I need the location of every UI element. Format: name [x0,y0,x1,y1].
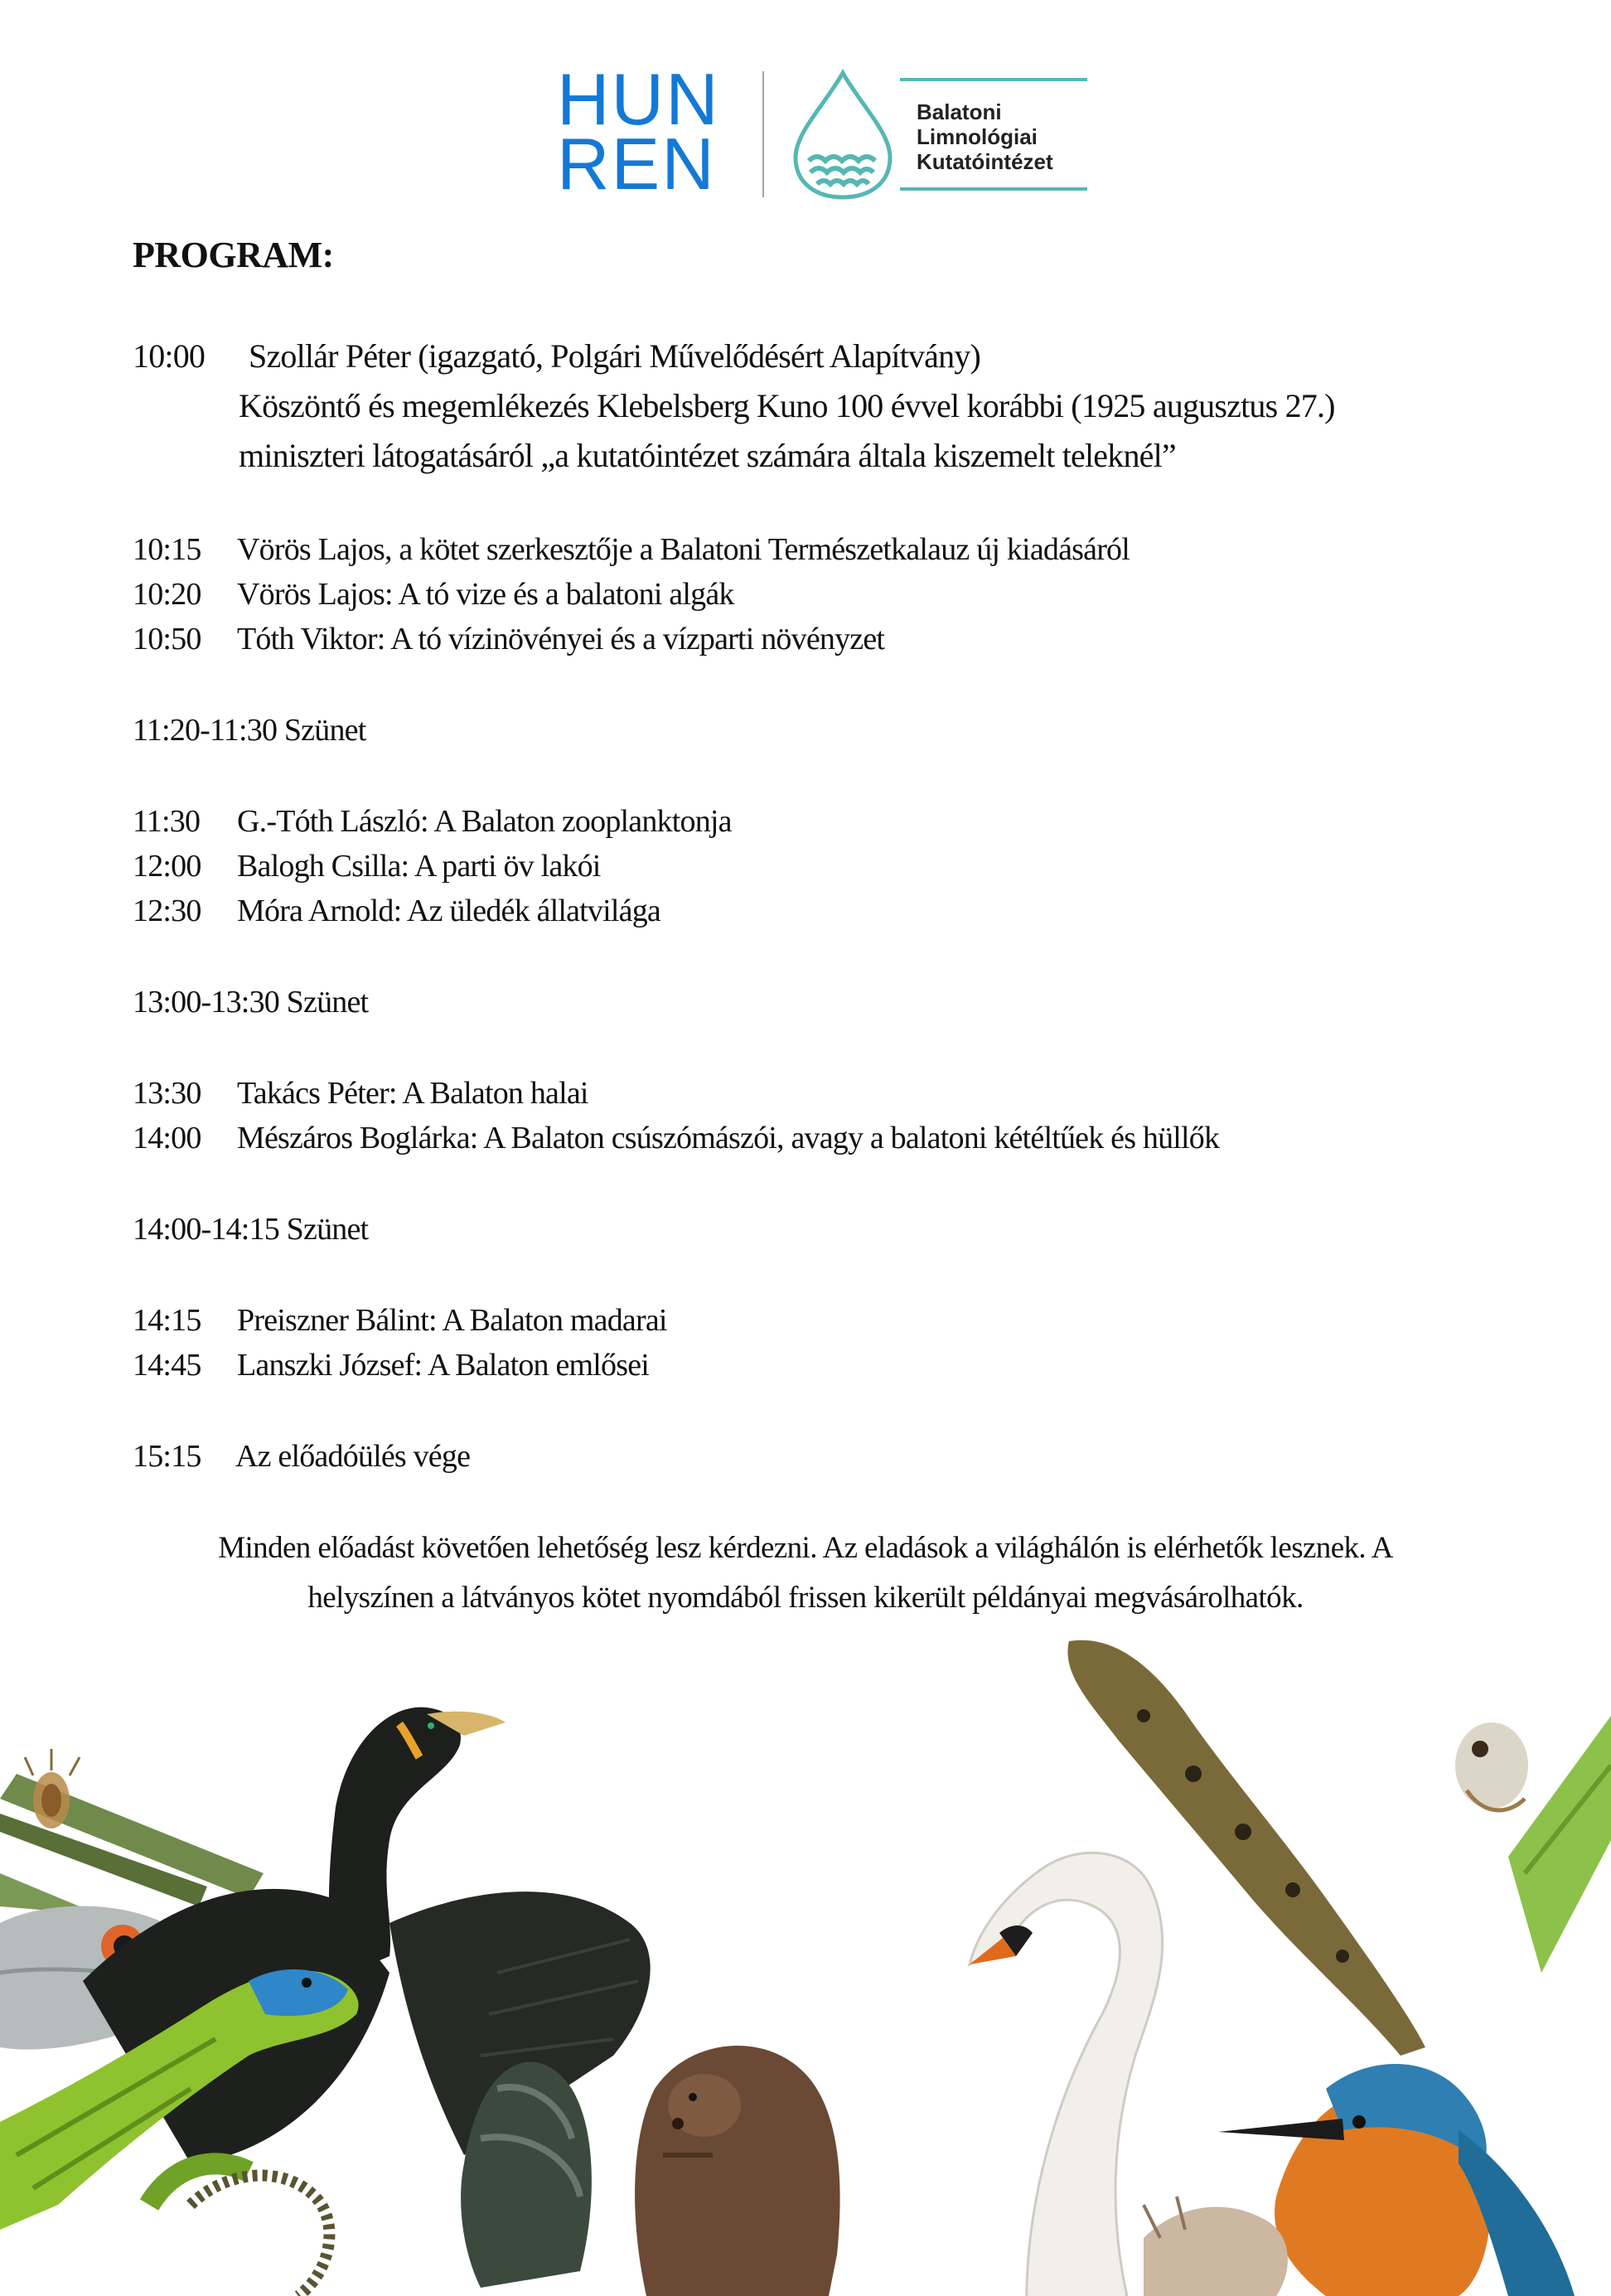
break-entry: 14:00-14:15 Szünet [133,1212,369,1247]
beaver [635,2046,840,2296]
closing-note-line-1: Minden előadást követően lehetőség lesz kérdezni. Az eladások a világhálón is elérhetők lesznek. A [218,1531,1393,1565]
schedule-entry [133,572,1541,617]
entry-text: Balogh Csilla: A parti öv lakói [237,849,601,884]
entry-time: 14:45 [133,1348,201,1383]
entry-text: Vörös Lajos: A tó vize és a balatoni algák [237,577,734,612]
shell-chain [191,2176,329,2296]
amphipod [1144,2197,1288,2296]
header-logo [557,58,1087,205]
water-drop-icon [791,68,895,201]
entry-text: Vörös Lajos, a kötet szerkesztője a Balatoni Természetkalauz új kiadásáról [237,532,1130,567]
institute-name [917,99,1053,174]
break-entry: 13:00-13:30 Szünet [133,985,369,1020]
mute-swan [970,1853,1163,2296]
entry-text: Preiszner Bálint: A Balaton madarai [237,1303,667,1338]
entry-time: 14:00 [133,1121,201,1155]
entry-time: 12:00 [133,849,201,884]
schedule-entry [133,1343,1541,1388]
entry-time: 11:30 [133,804,201,839]
schedule-entry-opening [133,332,1541,381]
logo-line-1: HUN [557,58,720,140]
break-entry: 11:20-11:30 Szünet [133,713,366,748]
entry-time: 12:30 [133,894,201,928]
entry-text: Móra Arnold: Az üledék állatvilága [237,894,660,928]
spacer [133,661,1541,708]
entry-time: 10:00 [133,337,206,375]
spacer [133,1252,1541,1298]
spacer [133,481,1541,527]
entry-time: 10:20 [133,577,201,612]
entry-time: 14:15 [133,1303,201,1338]
entry-time: 10:50 [133,622,201,656]
hun-ren-logo [557,58,743,205]
spacer [133,1388,1541,1434]
institute-name-line-1: Balatoni [917,99,1002,124]
spacer [133,1160,1541,1207]
program-schedule [133,332,1541,1479]
spacer [133,1024,1541,1071]
institute-name-line-3: Kutatóintézet [917,149,1053,174]
schedule-entry [133,617,1541,661]
institute-name-box [900,78,1087,191]
schedule-entry [133,799,1541,844]
opening-detail-line-2: miniszteri látogatásáról „a kutatóintézet számára általa kiszemelt teleknél” [239,437,1176,474]
water-flea [1455,1722,1528,1810]
entry-text: Takács Péter: A Balaton halai [237,1076,588,1111]
schedule-entry-closing [133,1434,1541,1479]
entry-text: Mészáros Boglárka: A Balaton csúszómászói, avagy a balatoni kétéltűek és hüllők [237,1121,1220,1155]
entry-time: 10:15 [133,532,201,567]
schedule-entry [133,1071,1541,1116]
entry-speaker: Szollár Péter (igazgató, Polgári Művelődésért Alapítvány) [249,337,981,375]
entry-time: 15:15 [133,1439,201,1474]
wildlife-collage [0,1625,1611,2296]
entry-time: 13:30 [133,1076,201,1111]
schedule-entry [133,1116,1541,1160]
schedule-entry [133,1298,1541,1343]
entry-text: Az előadóülés vége [235,1439,471,1474]
spacer [133,753,1541,799]
institute-name-line-2: Limnológiai [917,124,1038,149]
opening-detail-line-1: Köszöntő és megemlékezés Klebelsberg Kuno 100 évvel korábbi (1925 augusztus 27.) [239,387,1335,424]
logo-line-2: REN [557,123,716,205]
schedule-entry [133,889,1541,933]
entry-text: Tóth Viktor: A tó vízinövényei és a vízparti növényzet [237,622,885,656]
closing-note-line-2: helyszínen a látványos kötet nyomdából frissen kikerült példányai megvásárolhatók. [307,1581,1304,1615]
spacer [133,933,1541,980]
closing-note [99,1523,1512,1623]
logo-divider [762,71,764,197]
schedule-entry [133,527,1541,572]
schedule-entry [133,844,1541,889]
entry-text: G.-Tóth László: A Balaton zooplanktonja [237,804,732,839]
entry-text: Lanszki József: A Balaton emlősei [237,1348,650,1383]
program-heading: PROGRAM: [133,235,334,275]
